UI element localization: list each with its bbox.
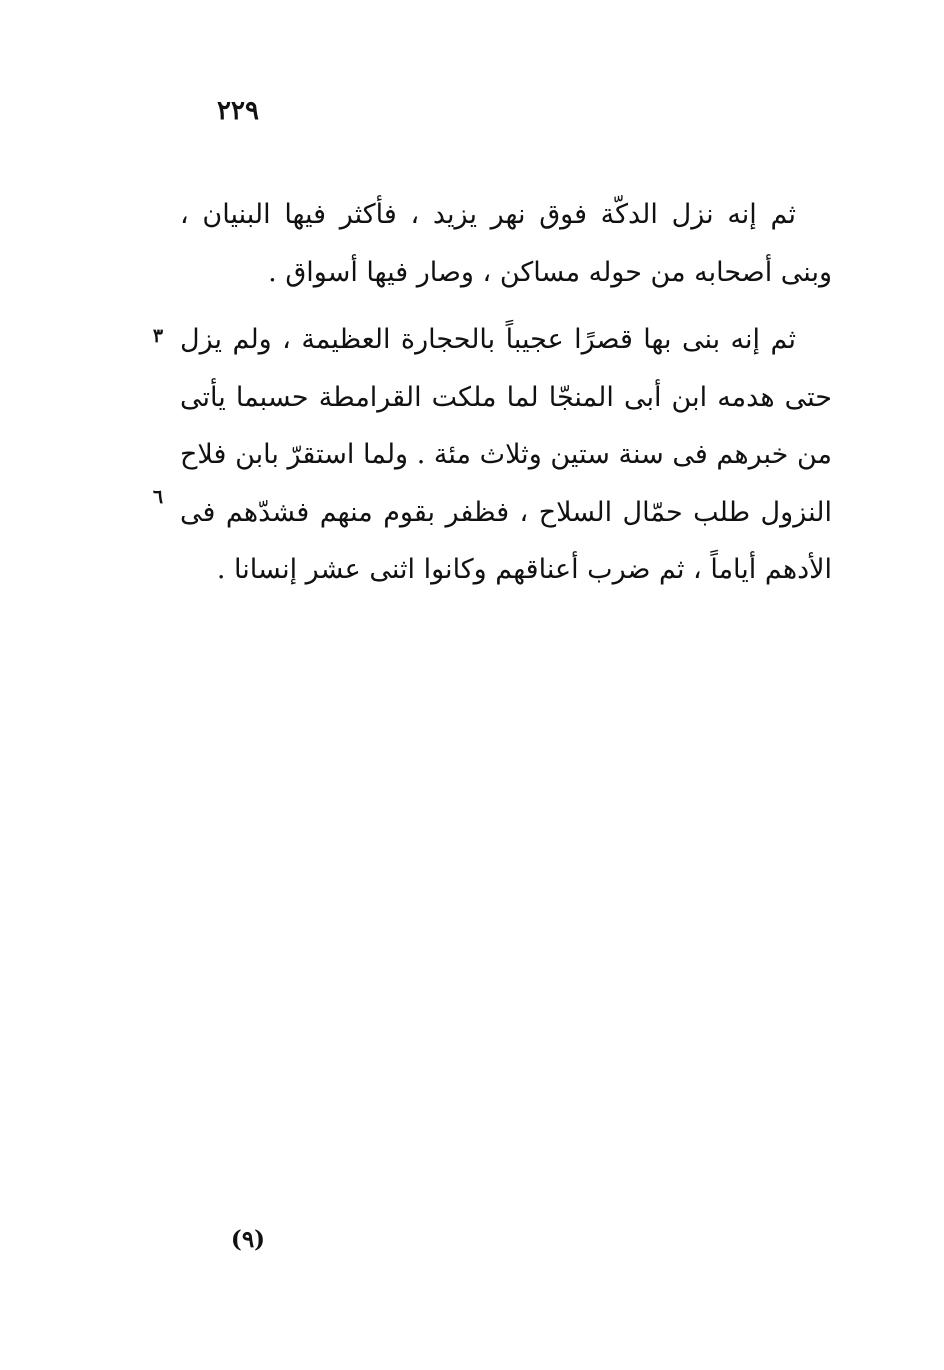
paragraph-1: ثم إنه نزل الدكّة فوق نهر يزيد ، فأكثر فيها البنيان ، وبنى أصحابه من حوله مساكن ، وصار فيها أسواق . [180,199,832,288]
signature-mark: (٩) [230,1226,266,1253]
paragraph-2: ثم إنه بنى بها قصرًا عجيباً بالحجارة العظيمة ، ولم يزل حتى هدمه ابن أبى المنجّا لما ملكت القرامطة حسبما يأتى من خبرهم فى سنة ستين وثلاث مئة . ولما استقرّ بابن فلاح النزول طلب حمّال السلاح ، فظفر بقوم منهم فشدّهم فى الأدهم أياماً ، ثم ضرب أعناقهم وكانوا اثنى عشر إنسانا . [180,324,832,585]
line-marker-3: ٣ [152,325,164,347]
line-marker-6: ٦ [152,486,164,508]
body-text [180,186,832,609]
page-number: ٢٢٩ [217,96,259,126]
